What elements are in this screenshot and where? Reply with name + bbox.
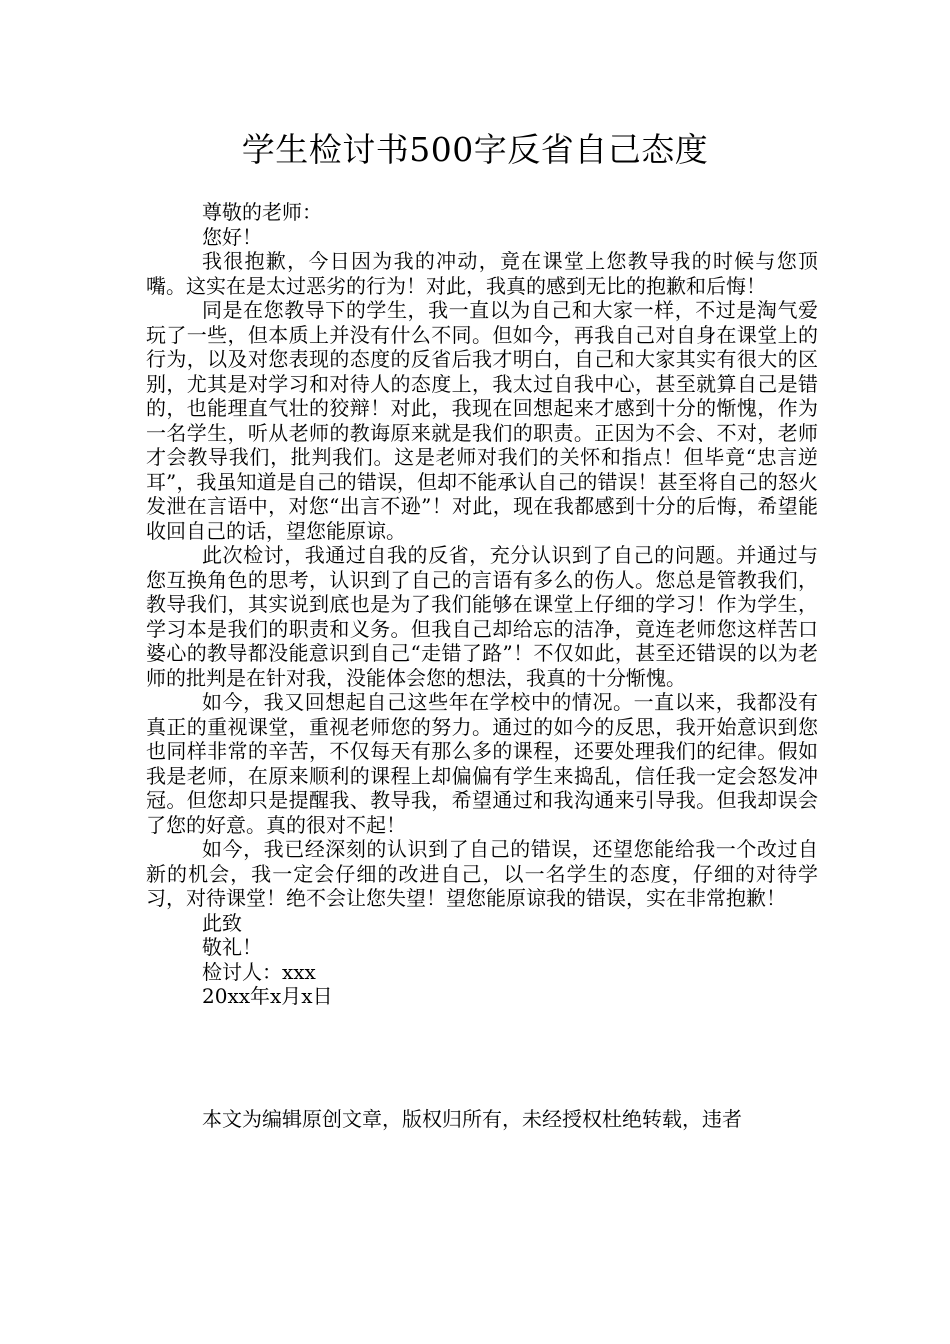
greeting: 您好！ — [202, 224, 262, 249]
signature: 检讨人：xxx — [202, 959, 316, 984]
closing-line-2: 敬礼！ — [202, 935, 262, 959]
paragraph-3: 此次检讨，我通过自我的反省，充分认识到了自己的问题。并通过与您互换角色的思考，认识到了自己的言语有多么的伤人。您总是管教我们，教导我们，其实说到底也是为了我们能够在课堂上仔细的学习！作为学生，学习本是我们的职责和义务。但我自己却给忘的洁净，竟连老师您这样苦口婆心的教导都没能意识到自己“走错了路”！不仅如此，甚至还错误的以为老师的批判是在针对我，没能体会您的想法，我真的十分惭愧。 — [146, 543, 818, 690]
paragraph-4: 如今，我又回想起自己这些年在学校中的情况。一直以来，我都没有真正的重视课堂，重视老师您的努力。通过的如今的反思，我开始意识到您也同样非常的辛苦，不仅每天有那么多的课程，还要处理我们的纪律。假如我是老师，在原来顺利的课程上却偏偏有学生来捣乱，信任我一定会怒发冲冠。但您却只是提醒我、教导我，希望通过和我沟通来引导我。但我却误会了您的好意。真的很对不起！ — [146, 690, 818, 837]
salutation: 尊敬的老师： — [202, 200, 322, 224]
copyright-note: 本文为编辑原创文章，版权归所有，未经授权杜绝转载，违者 — [202, 1106, 742, 1131]
document-body — [146, 200, 818, 1131]
document-title: 学生检讨书500字反省自己态度 — [241, 130, 709, 169]
paragraph-2: 同是在您教导下的学生，我一直以为自己和大家一样，不过是淘气爱玩了一些，但本质上并没有什么不同。但如今，再我自己对自身在课堂上的行为，以及对您表现的态度的反省后我才明白，自己和大家其实有很大的区别，尤其是对学习和对待人的态度上，我太过自我中心，甚至就算自己是错的，也能理直气壮的狡辩！对此，我现在回想起来才感到十分的惭愧，作为一名学生，听从老师的教诲原来就是我们的职责。正因为不会、不对，老师才会教导我们，批判我们。这是老师对我们的关怀和指点！但毕竟“忠言逆耳”，我虽知道是自己的错误，但却不能承认自己的错误！甚至将自己的怒火发泄在言语中，对您“出言不逊”！对此，现在我都感到十分的后悔，希望能收回自己的话，望您能原谅。 — [146, 298, 818, 543]
footer-spacer — [146, 1009, 818, 1107]
closing-line-1: 此致 — [202, 910, 242, 935]
date-line: 20xx年x月x日 — [202, 984, 333, 1008]
paragraph-1: 我很抱歉，今日因为我的冲动，竟在课堂上您教导我的时候与您顶嘴。这实在是太过恶劣的行为！对此，我真的感到无比的抱歉和后悔！ — [146, 249, 818, 298]
paragraph-5: 如今，我已经深刻的认识到了自己的错误，还望您能给我一个改过自新的机会，我一定会仔细的改进自己，以一名学生的态度，仔细的对待学习，对待课堂！绝不会让您失望！望您能原谅我的错误，实在非常抱歉！ — [146, 837, 818, 910]
